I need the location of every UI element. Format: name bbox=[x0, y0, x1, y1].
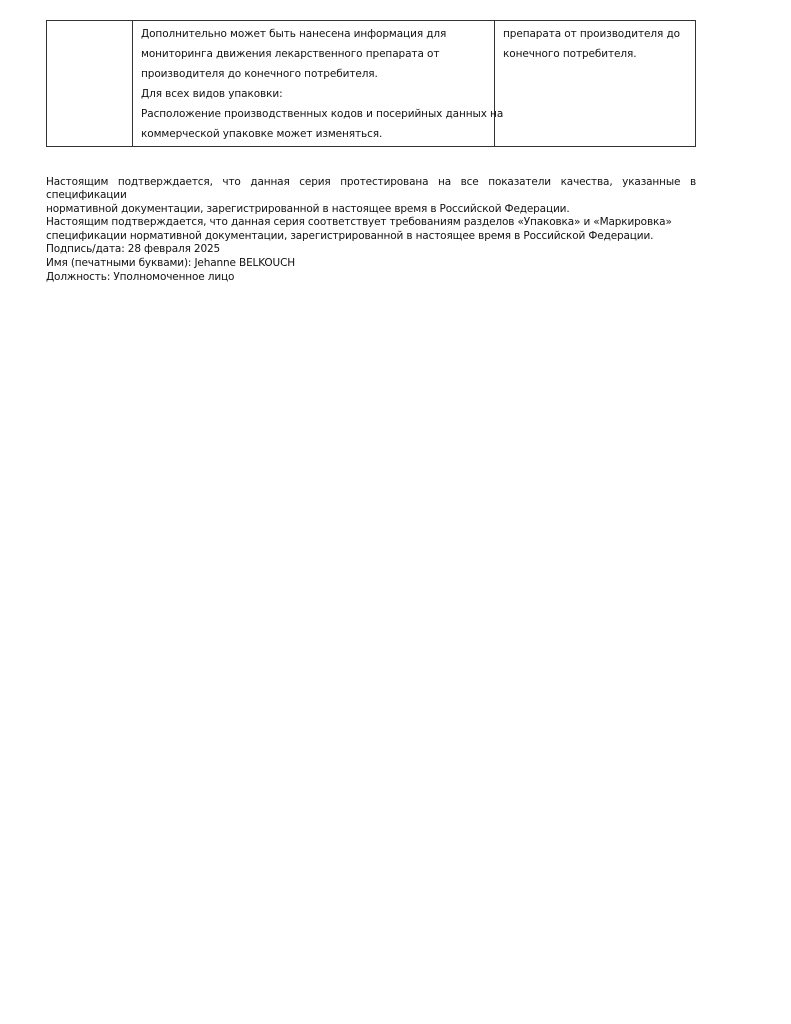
quality-statement-line: Настоящим подтверждается, что данная серия протестирована на все показатели качества, указанные в спецификации bbox=[46, 176, 696, 202]
cell-text-line: коммерческой упаковке может изменяться. bbox=[141, 128, 383, 140]
signature-block bbox=[46, 243, 295, 284]
specification-table bbox=[46, 20, 696, 147]
packaging-statement-line: спецификации нормативной документации, зарегистрированной в настоящее время в Российской Федерации. bbox=[46, 229, 654, 242]
packaging-statement-line: Настоящим подтверждается, что данная серия соответствует требованиям разделов «Упаковка» и «Маркировка» bbox=[46, 216, 672, 229]
cell-text-line: препарата от производителя до bbox=[503, 28, 680, 40]
cell-text-line: Для всех видов упаковки: bbox=[141, 88, 283, 100]
cell-text-line: производителя до конечного потребителя. bbox=[141, 68, 378, 80]
confirmation-statements bbox=[46, 176, 696, 243]
table-row bbox=[47, 21, 696, 147]
signature-date: Подпись/дата: 28 февраля 2025 bbox=[46, 243, 221, 255]
signature-name: Имя (печатными буквами): Jehanne BELKOUCH bbox=[46, 256, 295, 269]
cell-text-line: мониторинга движения лекарственного препарата от bbox=[141, 48, 440, 60]
quality-statement-line: нормативной документации, зарегистрированной в настоящее время в Российской Федерации. bbox=[46, 202, 570, 215]
cell-text-line: конечного потребителя. bbox=[503, 48, 637, 60]
table-cell-continuation bbox=[495, 21, 696, 147]
table-cell-empty bbox=[47, 21, 133, 147]
cell-text-line: Расположение производственных кодов и посерийных данных на bbox=[141, 108, 504, 120]
signature-position: Должность: Уполномоченное лицо bbox=[46, 270, 235, 283]
cell-text-line: Дополнительно может быть нанесена информация для bbox=[141, 28, 447, 40]
table-cell-marking-description bbox=[133, 21, 504, 147]
